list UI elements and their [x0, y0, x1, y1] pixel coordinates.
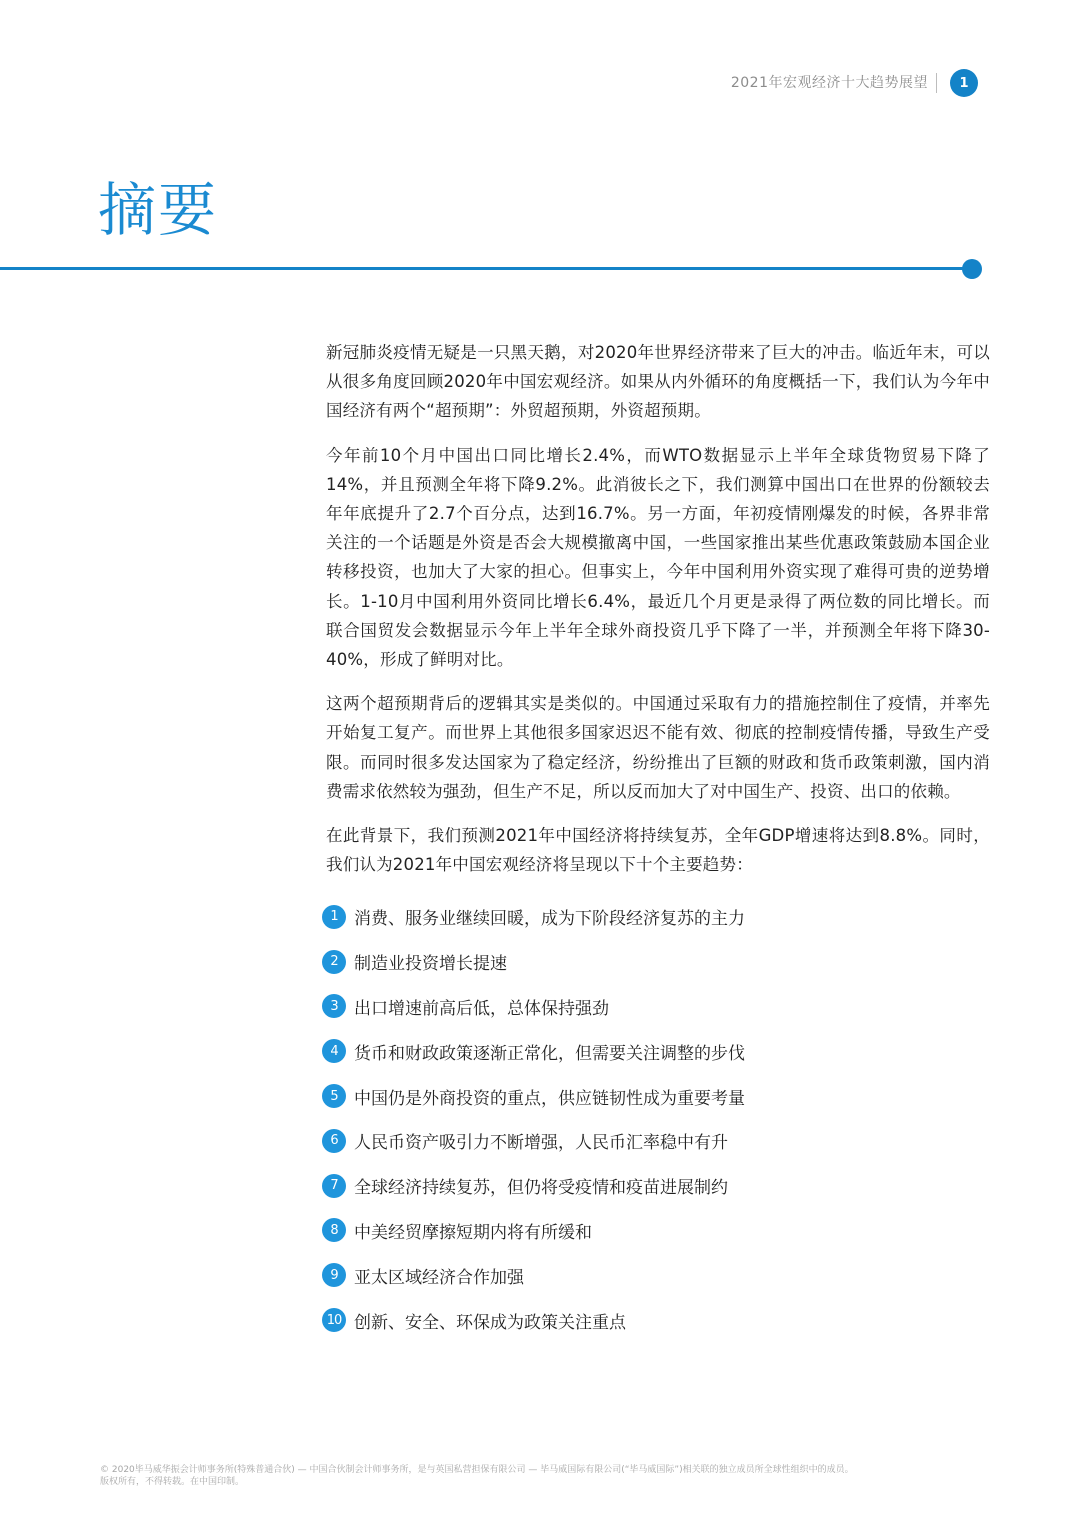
trend-number-badge: 8 — [322, 1218, 346, 1242]
trend-number-badge: 2 — [322, 950, 346, 974]
footer-line-1: © 2020毕马威华振会计师事务所(特殊普通合伙) — 中国合伙制会计师事务所，是与英国私营担保有限公司 — 毕马威国际有限公司(“毕马威国际”)相关联的独立成员所全球性组织中的成员。 — [100, 1465, 854, 1475]
title-rule-line — [0, 267, 968, 270]
footer-line-2: 版权所有，不得转载。在中国印制。 — [100, 1477, 245, 1487]
trend-text: 亚太区域经济合作加强 — [354, 1267, 524, 1288]
trend-text: 中美经贸摩擦短期内将有所缓和 — [354, 1222, 592, 1243]
paragraph-intro: 新冠肺炎疫情无疑是一只黑天鹅，对2020年世界经济带来了巨大的冲击。临近年末，可以从很多角度回顾2020年中国宏观经济。如果从内外循环的角度概括一下，我们认为今年中国经济有两个“超预期”：外贸超预期，外资超预期。 — [326, 343, 990, 421]
trend-text: 出口增速前高后低，总体保持强劲 — [354, 998, 609, 1019]
title-rule-dot — [962, 259, 982, 279]
trend-number-badge: 6 — [322, 1129, 346, 1153]
header-divider — [936, 73, 937, 93]
trend-item — [322, 1208, 990, 1253]
trend-item — [322, 1298, 990, 1343]
trend-number-badge: 10 — [322, 1308, 346, 1332]
trend-item — [322, 1029, 990, 1074]
trend-text: 货币和财政政策逐渐正常化，但需要关注调整的步伐 — [354, 1043, 745, 1064]
trend-item — [322, 1074, 990, 1119]
trend-item — [322, 984, 990, 1029]
trend-item — [322, 1118, 990, 1163]
trend-number-badge: 5 — [322, 1084, 346, 1108]
page-title: 摘要 — [98, 176, 219, 244]
trend-text: 创新、安全、环保成为政策关注重点 — [354, 1312, 626, 1333]
paragraph-logic: 这两个超预期背后的逻辑其实是类似的。中国通过采取有力的措施控制住了疫情，并率先开始复工复产。而世界上其他很多国家迟迟不能有效、彻底的控制疫情传播，导致生产受限。而同时很多发达国家为了稳定经济，纷纷推出了巨额的财政和货币政策刺激，国内消费需求依然较为强劲，但生产不足，所以反而加大了对中国生产、投资、出口的依赖。 — [326, 694, 990, 801]
summary-content — [326, 338, 990, 1342]
trend-text: 全球经济持续复苏，但仍将受疫情和疫苗进展制约 — [354, 1178, 728, 1199]
paragraph-trade-investment: 今年前10个月中国出口同比增长2.4%，而WTO数据显示上半年全球货物贸易下降了14%，并且预测全年将下降9.2%。此消彼长之下，我们测算中国出口在世界的份额较去年年底提升了2.7个百分点，达到16.7%。另一方面，年初疫情刚爆发的时候，各界非常关注的一个话题是外资是否会大规模撤离中国，一些国家推出某些优惠政策鼓励本国企业转移投资，也加大了大家的担心。但事实上，今年中国利用外资实现了难得可贵的逆势增长。1-10月中国利用外资同比增长6.4%，最近几个月更是录得了两位数的同比增长。而联合国贸发会数据显示今年上半年全球外商投资几乎下降了一半，并预测全年将下降30-40%，形成了鲜明对比。 — [326, 445, 990, 670]
footer-copyright — [100, 1464, 980, 1488]
header-report-title: 2021年宏观经济十大趋势展望 — [730, 75, 928, 91]
trend-item — [322, 939, 990, 984]
paragraph-forecast: 在此背景下，我们预测2021年中国经济将持续复苏，全年GDP增速将达到8.8%。同时，我们认为2021年中国宏观经济将呈现以下十个主要趋势： — [326, 826, 990, 875]
trend-text: 制造业投资增长提速 — [354, 954, 507, 975]
trend-number-badge: 4 — [322, 1039, 346, 1063]
trend-item — [322, 1163, 990, 1208]
trend-text: 中国仍是外商投资的重点，供应链韧性成为重要考量 — [354, 1088, 745, 1109]
trend-item — [322, 894, 990, 939]
trend-number-badge: 3 — [322, 994, 346, 1018]
trend-item — [322, 1253, 990, 1298]
trend-list — [322, 894, 990, 1342]
page-number-badge: 1 — [950, 69, 978, 97]
trend-number-badge: 1 — [322, 905, 346, 929]
trend-text: 消费、服务业继续回暖，成为下阶段经济复苏的主力 — [354, 909, 745, 930]
trend-text: 人民币资产吸引力不断增强，人民币汇率稳中有升 — [354, 1133, 728, 1154]
trend-number-badge: 7 — [322, 1174, 346, 1198]
trend-number-badge: 9 — [322, 1263, 346, 1287]
